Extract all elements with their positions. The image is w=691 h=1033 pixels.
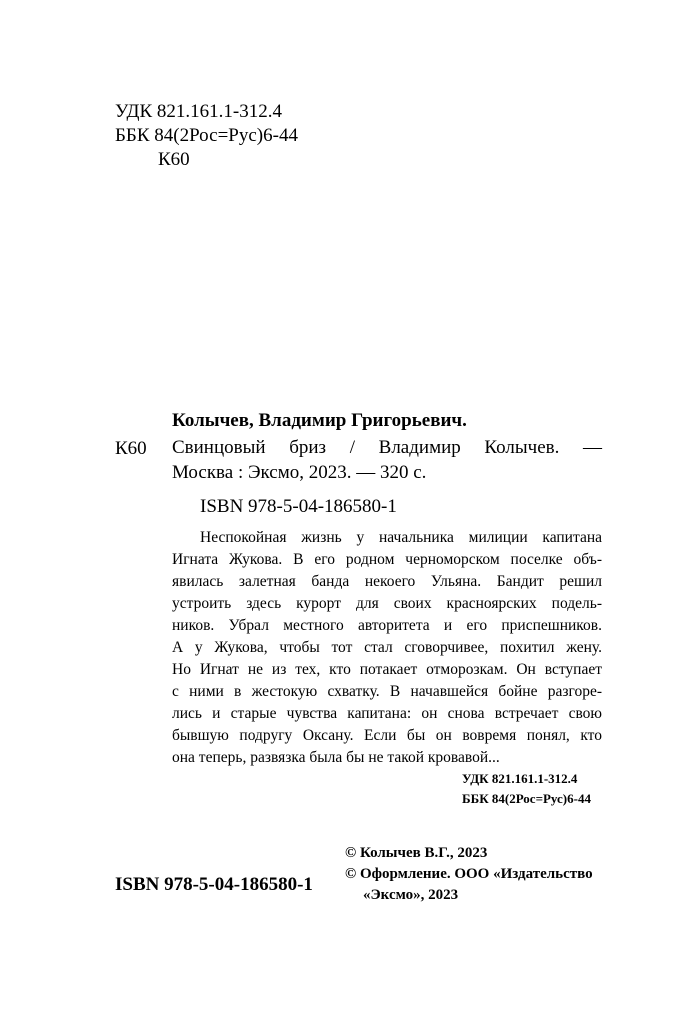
udk-code: УДК 821.161.1-312.4 — [115, 101, 282, 122]
small-udk-code: УДК 821.161.1-312.4 — [462, 771, 578, 786]
annotation-line: с ними в жестокую схватку. В начавшейся бойне разгоре- — [172, 683, 602, 700]
annotation-line: А у Жукова, чтобы тот стал сговорчивее, похитил жену. — [172, 639, 602, 656]
small-bbk-code: ББК 84(2Рос=Рус)6-44 — [462, 791, 591, 806]
footer-isbn: ISBN 978-5-04-186580-1 — [115, 874, 313, 895]
annotation-line: Но Игнат не из тех, кто потакает отморозкам. Он вступает — [172, 661, 602, 678]
annotation-line: лись и старые чувства капитана: он снова встречает свою — [172, 705, 602, 722]
annotation-line: бывшую подругу Оксану. Если бы он вовремя понял, кто — [172, 727, 602, 744]
annotation-line: она теперь, развязка была бы не такой кровавой... — [172, 749, 500, 766]
annotation-line: явилась залетная банда некоего Ульяна. Бандит решил — [172, 573, 602, 590]
copyright-design-line1: © Оформление. ООО «Издательство — [345, 866, 593, 882]
author-heading: Колычев, Владимир Григорьевич. — [172, 410, 467, 431]
copyright-author: © Колычев В.Г., 2023 — [345, 845, 488, 861]
copyright-design-line2: «Эксмо», 2023 — [363, 887, 459, 903]
annotation-line: Игната Жукова. В его родном черноморском поселке объ- — [172, 551, 602, 568]
annotation-line: устроить здесь курорт для своих красноярских подель- — [172, 595, 602, 612]
annotation-line: ников. Убрал местного авторитета и его приспешников. — [172, 617, 602, 634]
author-mark: К60 — [158, 149, 190, 170]
record-isbn: ISBN 978-5-04-186580-1 — [200, 496, 397, 517]
bbk-code: ББК 84(2Рос=Рус)6-44 — [115, 125, 298, 146]
title-line: Свинцовый бриз / Владимир Колычев. — — [172, 437, 602, 458]
record-author-mark: К60 — [115, 438, 147, 459]
annotation-line: Неспокойная жизнь у начальника милиции капитана — [200, 529, 602, 546]
imprint-line: Москва : Эксмо, 2023. — 320 с. — [172, 462, 427, 483]
